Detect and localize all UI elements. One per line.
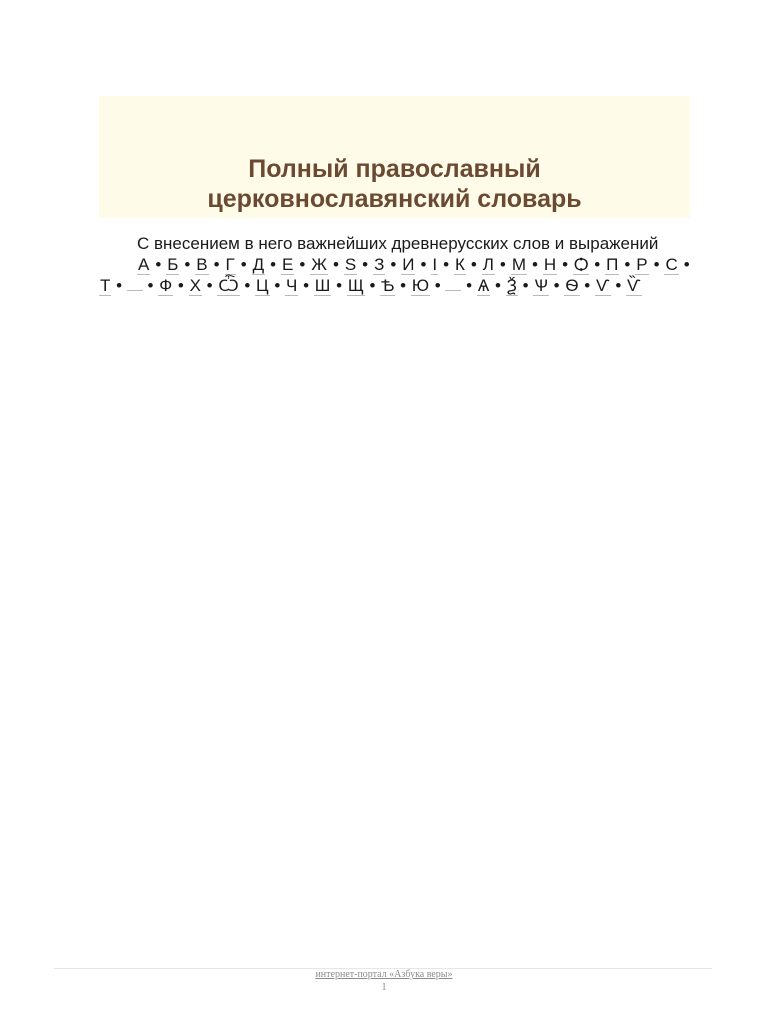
bullet-separator: •	[466, 276, 473, 295]
title-line-1: Полный православный	[248, 155, 541, 183]
alphabet-letter-link[interactable]: Ѽ	[218, 276, 239, 295]
alphabet-index	[99, 254, 690, 296]
bullet-separator: •	[624, 255, 631, 274]
bullet-separator: •	[615, 276, 622, 295]
bullet-separator: •	[369, 276, 376, 295]
alphabet-letter-link[interactable]: П	[606, 255, 619, 274]
alphabet-letter-link[interactable]: А	[138, 255, 150, 274]
bullet-separator: •	[443, 255, 450, 274]
alphabet-letter-link[interactable]: К	[455, 255, 465, 274]
alphabet-letter-link[interactable]: Ѧ	[477, 276, 490, 295]
alphabet-letter-link[interactable]: Ѻ	[574, 255, 589, 274]
bullet-separator: •	[362, 255, 369, 274]
alphabet-letter-link[interactable]: Ф	[159, 276, 173, 295]
bullet-separator: •	[522, 276, 529, 295]
bullet-separator: •	[562, 255, 569, 274]
bullet-separator: •	[594, 255, 601, 274]
alphabet-letter-link[interactable]	[445, 276, 461, 291]
footer-portal-link[interactable]: интернет-портал «Азбука веры»	[315, 969, 453, 980]
bullet-separator: •	[240, 255, 247, 274]
alphabet-letter-link[interactable]: Н	[543, 255, 557, 274]
bullet-separator: •	[653, 255, 660, 274]
alphabet-letter-link[interactable]: Ж	[311, 255, 327, 274]
alphabet-letter-link[interactable]: Ѷ	[627, 276, 641, 295]
alphabet-letter-link[interactable]: Ѵ	[595, 276, 610, 295]
bullet-separator: •	[390, 255, 397, 274]
bullet-separator: •	[177, 276, 184, 295]
alphabet-letter-link[interactable]	[127, 276, 143, 291]
bullet-separator: •	[274, 276, 281, 295]
alphabet-letter-link[interactable]: М	[511, 255, 527, 274]
bullet-separator: •	[499, 255, 506, 274]
alphabet-letter-link[interactable]: Ѳ	[565, 276, 579, 295]
bullet-separator: •	[155, 255, 162, 274]
alphabet-letter-link[interactable]: Ц	[256, 276, 269, 295]
alphabet-letter-link[interactable]: Ш	[314, 276, 331, 295]
alphabet-letter-link[interactable]: С	[665, 255, 678, 274]
alphabet-letter-link[interactable]: Ѣ	[381, 276, 395, 295]
bullet-separator: •	[147, 276, 154, 295]
bullet-separator: •	[553, 276, 560, 295]
alphabet-letter-link[interactable]: Х	[189, 276, 201, 295]
bullet-separator: •	[303, 276, 310, 295]
bullet-separator: •	[299, 255, 306, 274]
alphabet-letter-link[interactable]: Ѯ	[506, 276, 517, 295]
alphabet-letter-link[interactable]: Ч	[286, 276, 298, 295]
content	[99, 233, 690, 296]
alphabet-letter-link[interactable]: И	[402, 255, 415, 274]
bullet-separator: •	[116, 276, 123, 295]
subtitle: С внесением в него важнейших древнерусских слов и выражений	[137, 234, 659, 253]
alphabet-letter-link[interactable]: Т	[100, 276, 111, 295]
bullet-separator: •	[470, 255, 477, 274]
footer	[0, 969, 768, 981]
alphabet-letter-link[interactable]: Б	[167, 255, 179, 274]
bullet-separator: •	[184, 255, 191, 274]
title-line-2: церковнославянский словарь	[207, 185, 582, 213]
bullet-separator: •	[206, 276, 213, 295]
title-box	[99, 96, 690, 218]
bullet-separator: •	[400, 276, 407, 295]
alphabet-letter-link[interactable]: З	[374, 255, 385, 274]
bullet-separator: •	[420, 255, 427, 274]
bullet-separator: •	[336, 276, 343, 295]
alphabet-letter-link[interactable]: В	[196, 255, 208, 274]
bullet-separator: •	[332, 255, 339, 274]
alphabet-letter-link[interactable]: Ѕ	[344, 255, 357, 274]
bullet-separator: •	[683, 255, 690, 274]
alphabet-letter-link[interactable]: І	[432, 255, 438, 274]
page-title	[99, 154, 690, 214]
bullet-separator: •	[270, 255, 277, 274]
alphabet-letter-link[interactable]: Ю	[411, 276, 430, 295]
alphabet-letter-link[interactable]: Г	[225, 255, 235, 274]
alphabet-letter-link[interactable]: Р	[636, 255, 648, 274]
alphabet-letter-link[interactable]: Щ	[347, 276, 364, 295]
alphabet-letter-link[interactable]: Л	[482, 255, 494, 274]
bullet-separator: •	[531, 255, 538, 274]
bullet-separator: •	[494, 276, 501, 295]
bullet-separator: •	[213, 255, 220, 274]
bullet-separator: •	[434, 276, 441, 295]
bullet-separator: •	[244, 276, 251, 295]
alphabet-letter-link[interactable]: Е	[282, 255, 294, 274]
alphabet-letter-link[interactable]: Д	[252, 255, 265, 274]
page-number: 1	[381, 982, 387, 993]
bullet-separator: •	[584, 276, 591, 295]
alphabet-letter-link[interactable]: Ѱ	[534, 276, 548, 295]
